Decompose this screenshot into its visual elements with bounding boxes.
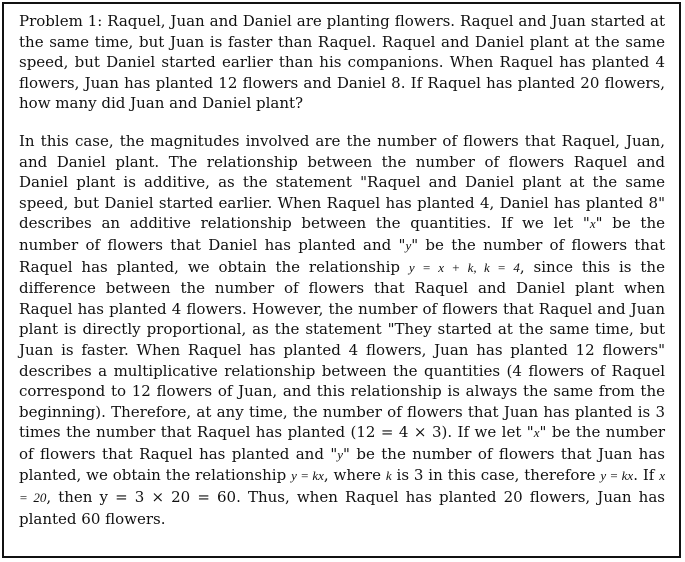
solution-text: , then y = 3 × 20 = 60. Thus, when Raquel has planted 20 flowers, Juan has planted 60 flowers.: [19, 488, 665, 528]
solution-paragraph: [19, 131, 665, 529]
solution-text: " be the number of flowers that Raquel has planted, we obtain the relationship: [19, 235, 666, 276]
math-proportional-relation: y = kx: [291, 468, 324, 484]
solution-text: " be the number of flowers that Daniel has planted and ": [19, 214, 666, 254]
math-variable-x: x: [533, 425, 540, 441]
problem-box: [2, 2, 681, 558]
math-variable-y: y: [337, 446, 344, 462]
math-variable-x: x: [589, 216, 596, 232]
problem-statement: Problem 1: Raquel, Juan and Daniel are planting flowers. Raquel and Juan started at the same time, but Juan is faster than Raquel. Raquel and Daniel plant at the same speed, but Daniel started earlier than his companions. When Raquel has planted 4 flowers, Juan has planted 12 flowers and Daniel 8. If Raquel has planted 20 flowers, how many did Juan and Daniel plant?: [19, 12, 665, 113]
solution-text: is 3 in this case, therefore: [396, 466, 596, 485]
solution-text: " be the number of flowers that Juan has planted, we obtain the relationship: [19, 444, 665, 485]
math-variable-y: y: [405, 237, 412, 253]
math-constant-k: k: [385, 468, 392, 484]
solution-text: . If: [633, 466, 655, 485]
solution-text: In this case, the magnitudes involved are the number of flowers that Raquel, Juan, and Daniel plant. The relationship between the number of flowers Raquel and Daniel plant is additive, as the statement "Raquel and Daniel plant at the same speed, but Daniel started earlier. When Raquel has planted 4, Daniel has planted 8" describes an additive relationship between the quantities. If we let ": [19, 131, 665, 233]
solution-text: , since this is the difference between the number of flowers that Raquel and Daniel plant when Raquel has planted 4 flowers. However, the number of flowers that Raquel and Juan plant is directly proportional, as the statement "They started at the same time, but Juan is faster. When Raquel has planted 4 flowers, Juan has planted 12 flowers" describes a multiplicative relationship between the quantities (4 flowers of Raquel correspond to 12 flowers of Juan, and this relationship is always the same from the beginning). Therefore, at any time, the number of flowers that Juan has planted is 3 times the number that Raquel has planted (12 = 4 × 3). If we let ": [19, 257, 665, 442]
solution-text: , where: [323, 466, 381, 485]
math-x-value: x = 20: [19, 468, 665, 506]
math-proportional-relation: y = kx: [600, 468, 634, 484]
solution-text: " be the number of flowers that Raquel has planted and ": [19, 423, 665, 463]
math-additive-relation: y = x + k, k = 4: [408, 259, 520, 275]
